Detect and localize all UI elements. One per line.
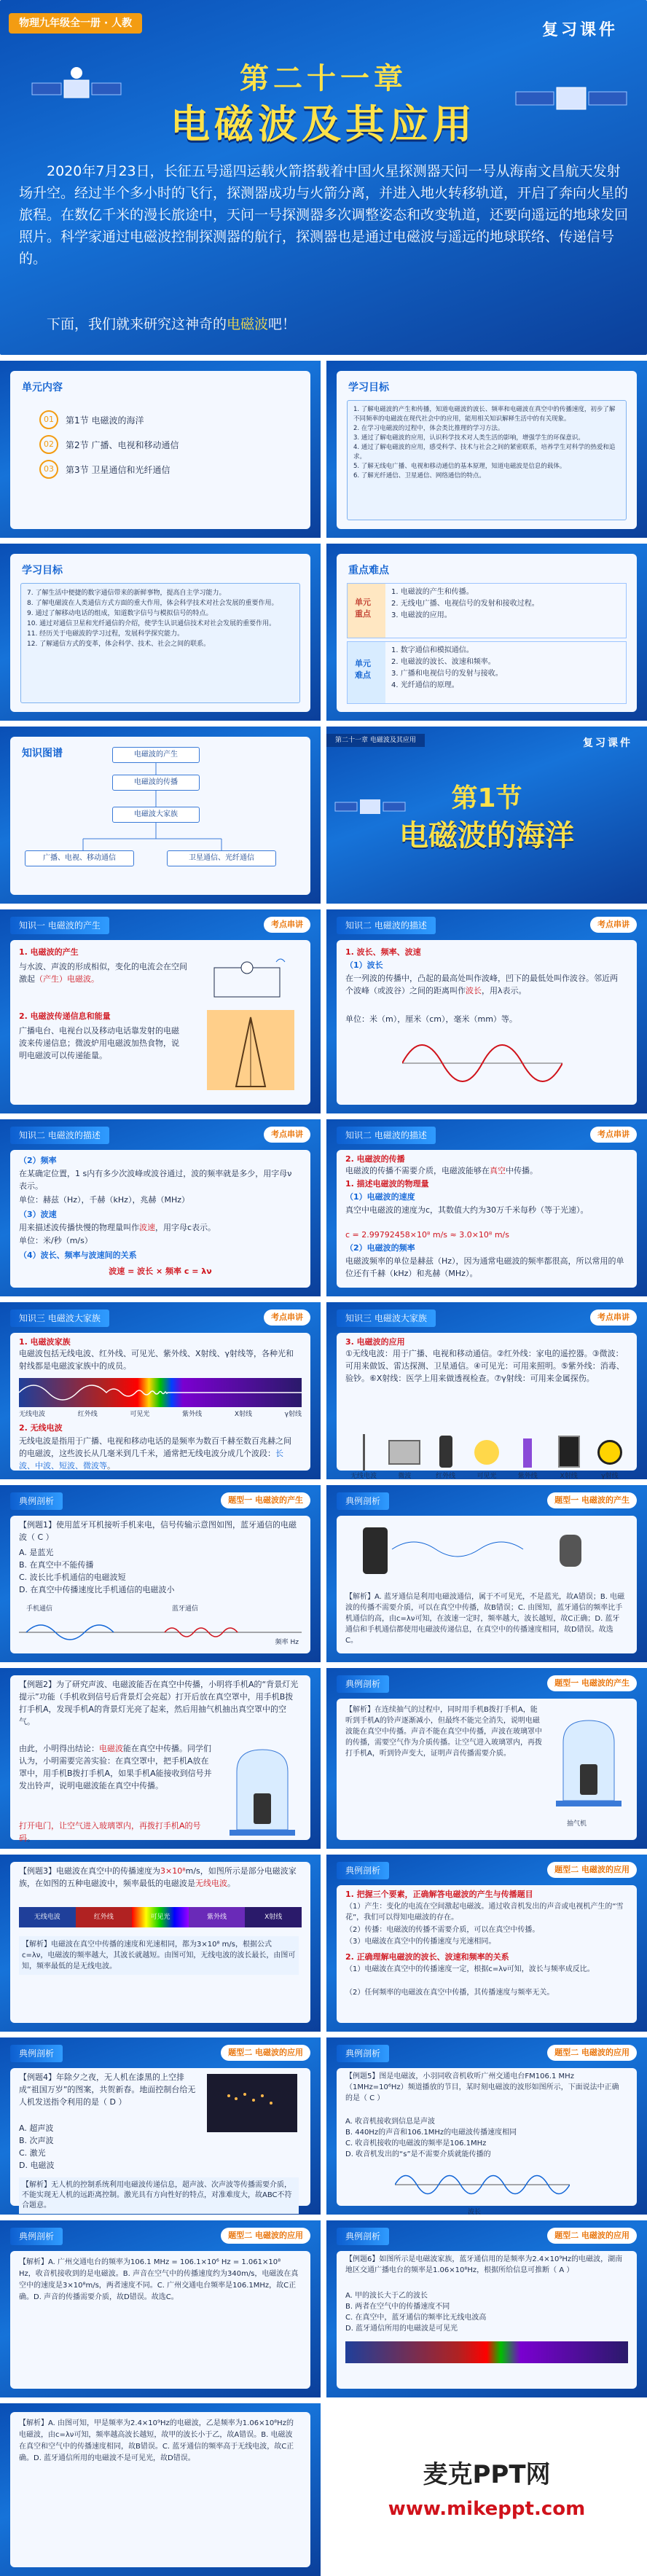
example-tag: 题型二 电磁波的应用 <box>547 2228 637 2244</box>
focus-hard-list <box>391 645 621 692</box>
point-panel <box>337 1150 637 1288</box>
example-option[interactable]: A. 超声波 <box>19 2123 54 2133</box>
point-heading: 2. 电磁波的传播 <box>345 1154 405 1164</box>
cover-slide <box>0 0 647 355</box>
application-item <box>428 1433 464 1479</box>
point-tag: 考点串讲 <box>590 917 637 933</box>
point-text <box>19 1221 299 1234</box>
goal-item: 6. 了解光纤通信、卫星通信、网络通信的特点。 <box>353 472 485 479</box>
radiation-icon <box>597 1440 622 1465</box>
example-text-em: 3×10⁸ <box>160 1866 186 1876</box>
goal-item: 9. 通过了解移动电话的组成，知道数字信号与模拟信号的特点。 <box>27 610 213 617</box>
cover-corner: 复习课件 <box>541 21 618 39</box>
spectrum-label: γ射线 <box>284 1411 302 1418</box>
example-question: 【例题1】使用蓝牙耳机接听手机来电，信号传输示意图如图，蓝牙通信的电磁波（ C ） <box>19 1520 297 1542</box>
watermark-area <box>326 2403 647 2576</box>
cover-lead-em: 电磁波 <box>227 316 269 332</box>
goals-panel-b <box>10 554 310 712</box>
point-tag: 考点串讲 <box>590 1127 637 1143</box>
section-corner: 复习课件 <box>583 737 632 749</box>
example-panel <box>10 1516 310 1653</box>
application-item <box>592 1434 628 1479</box>
example-header: 典例剖析 <box>10 1492 63 1510</box>
example-option[interactable]: C. 波长比手机通信的电磁波短 <box>19 1573 126 1582</box>
remote-icon <box>439 1436 452 1468</box>
example-panel <box>10 2068 310 2209</box>
spectrum-figure <box>345 2341 628 2363</box>
point-heading: 3. 电磁波的应用 <box>345 1337 405 1347</box>
example-tag: 题型一 电磁波的产生 <box>547 1675 637 1691</box>
point-text-a: 用来描述波传播快慢的物理量叫作 <box>19 1223 139 1232</box>
unit-item[interactable] <box>39 457 272 482</box>
unit-item[interactable] <box>39 432 272 457</box>
point-heading: 2. 无线电波 <box>19 1423 63 1433</box>
example-options <box>19 2122 201 2172</box>
example-option[interactable]: B. 两者在空气中的传播速度不同 <box>345 2303 450 2311</box>
point-subheading: （4）波长、频率与波速间的关系 <box>19 1250 137 1260</box>
point-panel <box>337 940 637 1105</box>
example-option[interactable]: C. 激光 <box>19 2148 46 2158</box>
method-text: （2）任何频率的电磁波在真空中传播，其传播速度与频率无关。 <box>345 1989 554 1997</box>
goals-list-a <box>347 400 627 520</box>
example-option[interactable]: D. 电磁波 <box>19 2161 55 2170</box>
focus-hard-item: 4. 光纤通信的原理。 <box>391 681 459 689</box>
drone-pattern <box>207 2074 297 2132</box>
example-slide-5 <box>326 2037 647 2215</box>
goal-item: 12. 了解通信方式的变革，体会科学、技术、社会之间的联系。 <box>27 641 211 648</box>
example-option[interactable]: D. 在真空中传播速度比手机通信的电磁波小 <box>19 1585 175 1594</box>
application-label: X射线 <box>560 1473 578 1479</box>
example-header: 典例剖析 <box>337 2045 389 2062</box>
example-tag: 题型一 电磁波的产生 <box>547 1492 637 1508</box>
example-option[interactable]: B. 次声波 <box>19 2136 54 2145</box>
example-options <box>19 1546 299 1596</box>
point-text-em: （产生）电磁波。 <box>35 974 99 984</box>
application-label: 紫外线 <box>517 1473 538 1479</box>
method-slide <box>326 1855 647 2032</box>
phone-illustration <box>348 1520 625 1586</box>
point-header: 知识三 电磁波大家族 <box>337 1309 436 1327</box>
drone-photo <box>207 2074 297 2132</box>
example-answer: 【解析】无人机的控制系统利用电磁波传递信息，超声波、次声波等传播需要介质，不能实现无人机的远距离控制。激光具有方向性好的特点，对准难度大，故ABC不符合题意。 <box>19 2177 299 2214</box>
application-label: 无线电波 <box>350 1473 377 1479</box>
spectrum-label: 无线电波 <box>19 1411 46 1418</box>
point-text: 单位：赫兹（Hz），千赫（kHz），兆赫（MHz） <box>19 1195 189 1205</box>
focus-key-item: 1. 电磁波的产生和传播。 <box>391 588 474 596</box>
section-no: 第1节 <box>451 783 522 813</box>
wave-diagram <box>402 1030 562 1096</box>
figure-label: 手机通信 <box>26 1605 53 1613</box>
application-item <box>509 1436 546 1479</box>
example-header: 典例剖析 <box>337 1675 389 1693</box>
unit-no: 01 <box>39 410 58 429</box>
point-text <box>345 1164 625 1177</box>
application-label: γ射线 <box>601 1473 619 1479</box>
example-conclusion <box>19 1742 216 1792</box>
point-text: 单位：米/秒（m/s） <box>19 1236 93 1245</box>
watermark-url[interactable]: www.mikeppt.com <box>388 2498 586 2520</box>
example-text-c: 。 <box>227 1879 235 1888</box>
point-text-b: 。 <box>107 1461 115 1471</box>
point-panel <box>10 940 310 1105</box>
example-header: 典例剖析 <box>10 2045 63 2062</box>
example-tag: 题型二 电磁波的应用 <box>547 1862 637 1878</box>
section-cover-slide <box>326 727 647 904</box>
example-text-a: 【例题3】电磁波在真空中的传播速度为 <box>19 1866 160 1876</box>
point-subheading: （2）电磁波的频率 <box>345 1243 415 1253</box>
point-heading: 1. 电磁波家族 <box>19 1337 71 1347</box>
example-slide-4 <box>0 2037 321 2215</box>
application-label: 可见光 <box>477 1473 497 1479</box>
point-text-b: ，用字母c表示。 <box>155 1223 216 1232</box>
section-title: 电磁波的海洋 <box>399 819 574 853</box>
figure-axis-label: 波长 <box>468 2209 482 2215</box>
cover-lead-end: 吧！ <box>268 316 297 332</box>
unit-no: 03 <box>39 460 58 479</box>
unit-label: 第2节 广播、电视和移动通信 <box>66 439 179 450</box>
goal-item: 10. 通过对通信卫星和光纤通信的介绍，使学生认识通信技术对社会发展的重要作用。 <box>27 620 276 627</box>
example-question: 【例题4】年除夕之夜，无人机在漆黑的上空排成“祖国万岁”的图案，共贺新春。地面控制台给无人机发送指令利用的是（ D ） <box>19 2072 196 2107</box>
point-text <box>345 972 625 997</box>
unit-label: 第3节 卫星通信和光纤通信 <box>66 464 170 475</box>
point-tag: 考点串讲 <box>590 1309 637 1326</box>
point-formula: c = 2.99792458×10⁸ m/s ≈ 3.0×10⁸ m/s <box>345 1230 509 1240</box>
example-slide-1 <box>0 1485 321 1662</box>
example-panel <box>337 2068 637 2215</box>
example-panel <box>337 1516 637 1653</box>
focus-title: 重点难点 <box>348 565 389 576</box>
goals-slide-b <box>0 544 321 721</box>
cover-intro: 2020年7月23日，长征五号遥四运载火箭搭载着中国火星探测器天问一号从海南文昌航天发射场升空。经过半个多小时的飞行，探测器成功与火箭分离，并进入地火转移轨道，开启了奔向火星的旅程。在数亿千米的漫长旅途中，天问一号探测器多次调整姿态和改变轨道，还要向遥远的地球发回照片。科学家通过电磁波控制探测器的航行，探测器也是通过电磁波与遥远的地球联络、传递信号的。 <box>19 163 629 267</box>
goal-item: 4. 通过了解电磁波的应用，感受科学、技术与社会之间的紧密联系，培养学生对科学的热爱和追求。 <box>353 444 616 461</box>
point-text: 电磁波包括无线电波、红外线、可见光、紫外线、X射线、γ射线等，各种光和射线都是电磁波家族中的成员。 <box>19 1349 294 1371</box>
band-cell: 可见光 <box>132 1907 189 1927</box>
focus-key-label: 单元重点 <box>348 584 385 638</box>
example-wave-figure <box>19 1610 302 1654</box>
focus-row-hard <box>347 641 627 704</box>
bulb-icon <box>474 1440 499 1465</box>
example-slide-2-answer <box>326 1668 647 1849</box>
method-heading: 1. 把握三个要素，正确解答电磁波的产生与传播题目 <box>345 1890 533 1899</box>
point-text-a: 与水波、声波的形成相似，变化的电流会在空间激起 <box>19 962 187 984</box>
example-options <box>345 2116 625 2160</box>
point-text: ①无线电波：用于广播、电视和移动通信。②红外线：家电的遥控器。③微波：可用来做饭、雷达探测、卫星通信。④可见光：可用来照明。⑤紫外线：消毒、验钞。⑥X射线：医学上用来做透视检查。⑦γ射线：可用来金属探伤。 <box>345 1349 624 1383</box>
cover-title: 电磁波及其应用 <box>170 101 477 147</box>
unit-label: 第1节 电磁波的海洋 <box>66 415 144 426</box>
method-panel <box>337 1885 637 2023</box>
point-header: 知识二 电磁波的描述 <box>337 917 436 934</box>
point-heading: 1. 波长、频率、波速 <box>345 947 421 957</box>
example-header: 典例剖析 <box>337 1492 389 1510</box>
point-text-em: 真空 <box>490 1166 506 1175</box>
goal-item: 11. 经历关于电磁波的学习过程，发展科学探究能力。 <box>27 630 184 638</box>
unit-no: 02 <box>39 435 58 454</box>
band-cell: 无线电波 <box>19 1907 76 1927</box>
point-header: 知识二 电磁波的描述 <box>337 1127 436 1144</box>
point-slide-1 <box>0 909 321 1113</box>
point-slide-2 <box>326 909 647 1113</box>
map-node-root: 电磁波的产生 <box>112 747 200 763</box>
goal-item: 8. 了解电磁波在人类通信方式方面的重大作用，体会科学技术对社会发展的重要作用。 <box>27 600 278 607</box>
goal-item: 3. 通过了解电磁波的应用，认识科学技术对人类生活的影响，增强学生的环保意识。 <box>353 434 584 442</box>
point-text-a: 无线电波是指用于广播、电视和移动电话的是频率为数百千赫至数百兆赫之间的电磁波，这些波长从几毫米到几千米，通常把无线电波分成几个波段： <box>19 1436 291 1458</box>
figure-axis-label: 频率 Hz <box>275 1639 299 1646</box>
example-question <box>19 1865 299 1890</box>
point-heading: 1. 描述电磁波的物理量 <box>345 1179 429 1189</box>
spectrum-bar <box>19 1378 302 1407</box>
application-label: 微波 <box>398 1473 412 1479</box>
application-item <box>345 1434 382 1479</box>
example-tag: 题型一 电磁波的产生 <box>221 1492 310 1508</box>
example-panel <box>10 1675 310 1843</box>
map-node-leaf: 卫星通信、光纤通信 <box>167 850 276 866</box>
example-question: 【例题2】为了研究声波、电磁波能否在真空中传播，小明将手机A的“背景灯光提示”功能（手机收到信号后背景灯会亮起）打开后放在真空罩中，用手机B拨打手机A，发现手机A的背景灯光亮了起来，然后用抽气机抽出真空罩中的空气。 <box>19 1680 299 1726</box>
example-slide-6-answer <box>0 2403 321 2576</box>
point-text: 电磁波频率的单位是赫兹（Hz），因为通常电磁波的频率都很高，所以常用的单位还有千赫（kHz）和兆赫（MHz）。 <box>345 1256 624 1278</box>
example-option[interactable]: D. 蓝牙通信所用的电磁波是可见光 <box>345 2325 458 2333</box>
units-slide <box>0 361 321 538</box>
example-text-b: 。 <box>27 1833 35 1843</box>
cover-chapter: 第二十一章 <box>240 62 407 95</box>
band-bar <box>19 1907 302 1927</box>
map-slide <box>0 727 321 904</box>
point-text: 在某确定位置，1 s内有多少次波峰或波谷通过，波的频率就是多少，用字母ν表示。 <box>19 1169 292 1191</box>
example-tag: 题型二 电磁波的应用 <box>221 2045 310 2061</box>
circuit-illustration <box>207 953 294 1004</box>
point-heading: 2. 电磁波传递信息和能量 <box>19 1011 111 1021</box>
example-answer-line <box>19 1820 216 1844</box>
map-node-mid: 电磁波的传播 <box>112 775 200 791</box>
example-option[interactable]: A. 是蓝光 <box>19 1548 54 1557</box>
point-text-em: 长波、中波、短波、微波等 <box>19 1449 283 1471</box>
method-text: （3）电磁波在真空中的传播速度与光速相同。 <box>345 1938 496 1946</box>
focus-hard-item: 1. 数字通信和模拟通信。 <box>391 646 474 654</box>
example-slide-3 <box>0 1855 321 2032</box>
point-text <box>19 960 194 985</box>
tower-illustration <box>207 1010 294 1090</box>
example-answer: 【解析】A. 蓝牙通信是利用电磁波通信，属于不可见光，不是蓝光，故A错误；B. 电磁波的传播不需要介质，可以在真空中传播，故B错误；C. 由图知，蓝牙通信的频率比手机通信的高，由c=λν可知，在波速一定时，频率越大，波长越短，故C正确；D. 蓝牙通信和手机通信都使用电磁波传递信息，在真空中的传播速度相同，故D错误。故选C。 <box>345 1593 625 1645</box>
map-panel <box>10 737 310 895</box>
watermark-brand: 麦克PPT网 <box>423 2460 551 2489</box>
focus-slide <box>326 544 647 721</box>
focus-key-item: 3. 电磁波的应用。 <box>391 611 452 619</box>
example-wave-figure <box>395 2163 570 2207</box>
example-answer: 【解析】A. 由图可知，甲是频率为2.4×10⁹Hz的电磁波，乙是频率为1.06×10⁸Hz的电磁波，由c=λν可知，频率越高波长越短，故甲的波长小于乙，故A错误。B. 电磁波在真空和空气中的传播速度相同，故B错误。C. 蓝牙通信的频率高于无线电波，故C正确。D. 蓝牙通信所用的电磁波不是可见光，故D错误。 <box>19 2419 294 2462</box>
point-panel <box>10 1150 310 1288</box>
example-text-em: 打开电门，让空气进入玻璃罩内，再拨打手机A的号码 <box>19 1821 201 1843</box>
focus-panel <box>337 554 637 712</box>
point-header: 知识一 电磁波的产生 <box>10 917 109 934</box>
point-text-b: 中传播。 <box>506 1166 538 1175</box>
example-header: 典例剖析 <box>337 1862 389 1879</box>
example-answer: 【解析】在连续抽气的过程中，同时用手机B拨打手机A，能听到手机A的铃声逐渐减小，但最终不能完全消失，说明电磁波能在真空中传播。声音不能在真空中传播，声波在玻璃罩中的传播，需要空气作为介质传播。让空气进入玻璃罩内，再拨打手机A，听到铃声变大，证明声音传播需要介质。 <box>345 1706 542 1758</box>
point-subheading: （2）频率 <box>19 1156 57 1165</box>
example-option[interactable]: C. 收音机接收的电磁波的频率是106.1MHz <box>345 2140 487 2148</box>
example-option[interactable]: A. 收音机接收到信息是声波 <box>345 2118 436 2126</box>
application-item <box>386 1434 423 1479</box>
point-text-a: 在一列波的传播中，凸起的最高处叫作波峰，凹下的最低处叫作波谷。邻近两个波峰（或波谷）之间的距离叫作 <box>345 974 618 995</box>
example-options <box>345 2290 625 2334</box>
cover-lead-text: 下面，我们就来研究这神奇的 <box>47 316 227 332</box>
point-header: 知识三 电磁波大家族 <box>10 1309 109 1327</box>
example-header: 典例剖析 <box>337 2228 389 2245</box>
goals-panel-a <box>337 371 637 529</box>
spectrum-wave <box>19 1378 302 1407</box>
bell-jar-illustration <box>226 1742 299 1837</box>
antenna-icon <box>363 1434 365 1471</box>
example-tag: 题型二 电磁波的应用 <box>547 2045 637 2061</box>
units-panel <box>10 371 310 529</box>
example-panel <box>337 2251 637 2389</box>
band-cell: 紫外线 <box>189 1907 246 1927</box>
example-figure <box>19 1600 302 1653</box>
microwave-icon <box>388 1440 420 1465</box>
point-text <box>19 1435 299 1472</box>
example-header: 典例剖析 <box>10 2228 63 2245</box>
point-tag: 考点串讲 <box>264 917 310 933</box>
point-text-b: ，用λ表示。 <box>482 986 527 995</box>
example-text-em: 无线电波 <box>195 1879 227 1888</box>
point-formula: 波速 = 波长 × 频率 c = λν <box>109 1267 212 1276</box>
spectrum-label: 可见光 <box>130 1411 150 1418</box>
goal-item: 1. 了解电磁波的产生和传播，知道电磁波的波长、频率和电磁波在真空中的传播速度，初步了解不同频率的电磁波在现代社会中的应用，能用相关知识解释生活中的有关现象。 <box>353 406 616 423</box>
example-text-a: 由此，小明得出结论： <box>19 1744 99 1753</box>
example-panel <box>337 1699 637 1840</box>
example-text-b: m/s，如图所示是部分电磁波家族，在如图的五种电磁波中，频率最低的电磁波是 <box>19 1866 297 1888</box>
point-tag: 考点串讲 <box>264 1309 310 1326</box>
map-title: 知识图谱 <box>22 748 63 759</box>
application-icons <box>345 1414 628 1479</box>
goal-item: 5. 了解无线电广播、电视和移动通信的基本原理，知道电磁波是信息的载体。 <box>353 463 566 470</box>
unit-item[interactable] <box>39 407 272 432</box>
point-subheading: （1）波长 <box>345 960 383 970</box>
example-option[interactable]: A. 甲的波长大于乙的波长 <box>345 2292 428 2300</box>
focus-key-item: 2. 无线电广播、电视信号的发射和接收过程。 <box>391 600 539 608</box>
units-list <box>39 407 272 482</box>
focus-hard-label: 单元难点 <box>348 642 385 703</box>
goal-item: 2. 在学习电磁波的过程中，体会类比推理的学习方法。 <box>353 425 504 432</box>
example-option[interactable]: B. 在真空中不能传播 <box>19 1560 94 1570</box>
example-question: 【例题5】图是电磁波，小羽同收音机收听广州交通电台FM106.1 MHz（1MHz=10⁶Hz）频道播放的节目，某时刻电磁波的波形如图所示，下面说法中正确的是（ C ） <box>345 2072 619 2102</box>
cover-lead <box>19 313 628 335</box>
example-slide-2 <box>0 1668 321 1849</box>
focus-row-key <box>347 583 627 638</box>
example-panel <box>10 2412 310 2567</box>
point-slide-3 <box>0 1119 321 1296</box>
band-cell: X射线 <box>245 1907 302 1927</box>
application-label: 红外线 <box>436 1473 456 1479</box>
point-header: 知识二 电磁波的描述 <box>10 1127 109 1144</box>
point-text: 广播电台、电视台以及移动电话靠发射的电磁波来传递信息；微波炉用电磁波加热食物，说明电磁波可以传递能量。 <box>19 1026 179 1060</box>
example-question: 【例题6】如图所示是电磁波家族，蓝牙通信用的是频率为2.4×10⁹Hz的电磁波，湖南地区交通广播电台的频率是1.06×10⁸Hz，根据所给信息可推断（ A ） <box>345 2255 623 2274</box>
goals-slide-a <box>326 361 647 538</box>
point-tag: 考点串讲 <box>264 1127 310 1143</box>
point-slide-5 <box>0 1302 321 1479</box>
point-panel <box>337 1333 637 1479</box>
pump-label: 抽气机 <box>567 1820 587 1828</box>
example-option[interactable]: C. 在真空中，蓝牙通信的频率比无线电波高 <box>345 2314 487 2322</box>
bell-jar-illustration <box>552 1713 625 1815</box>
point-slide-4 <box>326 1119 647 1296</box>
spectrum-label: 紫外线 <box>182 1411 203 1418</box>
map-node-leaf: 广播、电视、移动通信 <box>25 850 134 866</box>
example-option[interactable]: D. 收音机发出的“s”是不需要介质就能传播的 <box>345 2150 491 2158</box>
example-panel <box>10 2251 310 2389</box>
spectrum-label: 红外线 <box>77 1411 98 1418</box>
focus-key-list <box>391 587 621 622</box>
point-text-em: 波长 <box>466 986 482 995</box>
cover-badge: 物理九年级全一册 · 人教 <box>9 13 142 34</box>
point-slide-6 <box>326 1302 647 1479</box>
goal-item: 7. 了解生活中便捷的数字通信带来的新鲜事物，提高自主学习能力。 <box>27 590 226 597</box>
example-slide-6 <box>326 2220 647 2397</box>
spectrum-labels <box>19 1409 302 1418</box>
point-subheading: （3）波速 <box>19 1210 57 1219</box>
goals-title-a: 学习目标 <box>348 382 389 394</box>
method-text: （2）传播：电磁波的传播不需要介质，可以在真空中传播。 <box>345 1926 540 1934</box>
example-panel <box>10 1862 310 2023</box>
method-text: （1）产生：变化的电流在空间激起电磁波。通过收音机发出的声音或电视机产生的“雪花”，我们可以得知电磁波的存在。 <box>345 1903 624 1922</box>
spectrum-label: X射线 <box>234 1411 252 1418</box>
point-text: 真空中电磁波的速度为c，其数值大约为30万千米每秒（等于光速）。 <box>345 1205 589 1215</box>
example-tag: 题型二 电磁波的应用 <box>221 2228 310 2244</box>
method-heading: 2. 正确理解电磁波的波长、波速和频率的关系 <box>345 1952 509 1962</box>
method-text: （1）电磁波在真空中的传播速度一定，根据c=λν可知，波长与频率成反比。 <box>345 1965 595 1973</box>
band-cell: 红外线 <box>76 1907 133 1927</box>
goals-title-b: 学习目标 <box>22 565 63 576</box>
point-text-em: 波速 <box>139 1223 155 1232</box>
application-item <box>468 1434 505 1479</box>
point-panel <box>10 1333 310 1471</box>
focus-hard-item: 2. 电磁波的波长、波速和频率。 <box>391 658 495 666</box>
application-item <box>551 1433 587 1479</box>
xray-icon <box>558 1436 580 1468</box>
example-answer: 【解析】A. 广州交通电台的频率为106.1 MHz = 106.1×10⁶ Hz = 1.061×10⁸ Hz，收音机接收到的是电磁波。B. 声音在空气中的传播速度约为340m/s，电磁波在真空中的速度是3×10⁸m/s，两者速度不同。C. 广州交通电台频率是106.1MHz，故C正确。D. 声音的传播需要介质，故D错误。故选C。 <box>19 2258 299 2301</box>
goals-list-b <box>20 583 300 703</box>
example-text-em: 电磁波 <box>99 1744 123 1753</box>
figure-label: 蓝牙通信 <box>172 1605 199 1613</box>
example-answer: 【解析】电磁波在真空中传播的速度和光速相同，都为3×10⁸ m/s，根据公式c=λν，电磁波的频率越大，其波长就越短。由图可知，无线电波的波长最长，由图可知，频率最低的是无线电波。 <box>19 1936 299 1975</box>
example-option[interactable]: B. 440Hz的声音和106.1MHz的电磁波传播速度相同 <box>345 2129 517 2137</box>
point-text-a: 电磁波的传播不需要介质，电磁波能够在 <box>345 1166 490 1175</box>
uv-lamp-icon <box>523 1438 532 1468</box>
section-bar: 第二十一章 电磁波及其应用 <box>326 734 425 747</box>
focus-hard-item: 3. 广播和电视信号的发射与接收。 <box>391 670 503 678</box>
example-slide-5-answer <box>0 2220 321 2397</box>
point-text: 单位：米（m），厘米（cm），毫米（mm）等。 <box>345 1014 517 1024</box>
example-slide-1-answer <box>326 1485 647 1662</box>
map-node-family: 电磁波大家族 <box>112 807 200 823</box>
units-title: 单元内容 <box>22 382 63 394</box>
example-text-b: 能在真空中传播。同学们认为，小明需要完善实验：在真空罩中，把手机A放在罩中，用手机B拨打手机A，如果手机A能接收到信号并发出铃声，说明电磁波能在真空中传播。 <box>19 1744 212 1790</box>
point-heading: 1. 电磁波的产生 <box>19 947 79 957</box>
point-subheading: （1）电磁波的速度 <box>345 1192 415 1202</box>
